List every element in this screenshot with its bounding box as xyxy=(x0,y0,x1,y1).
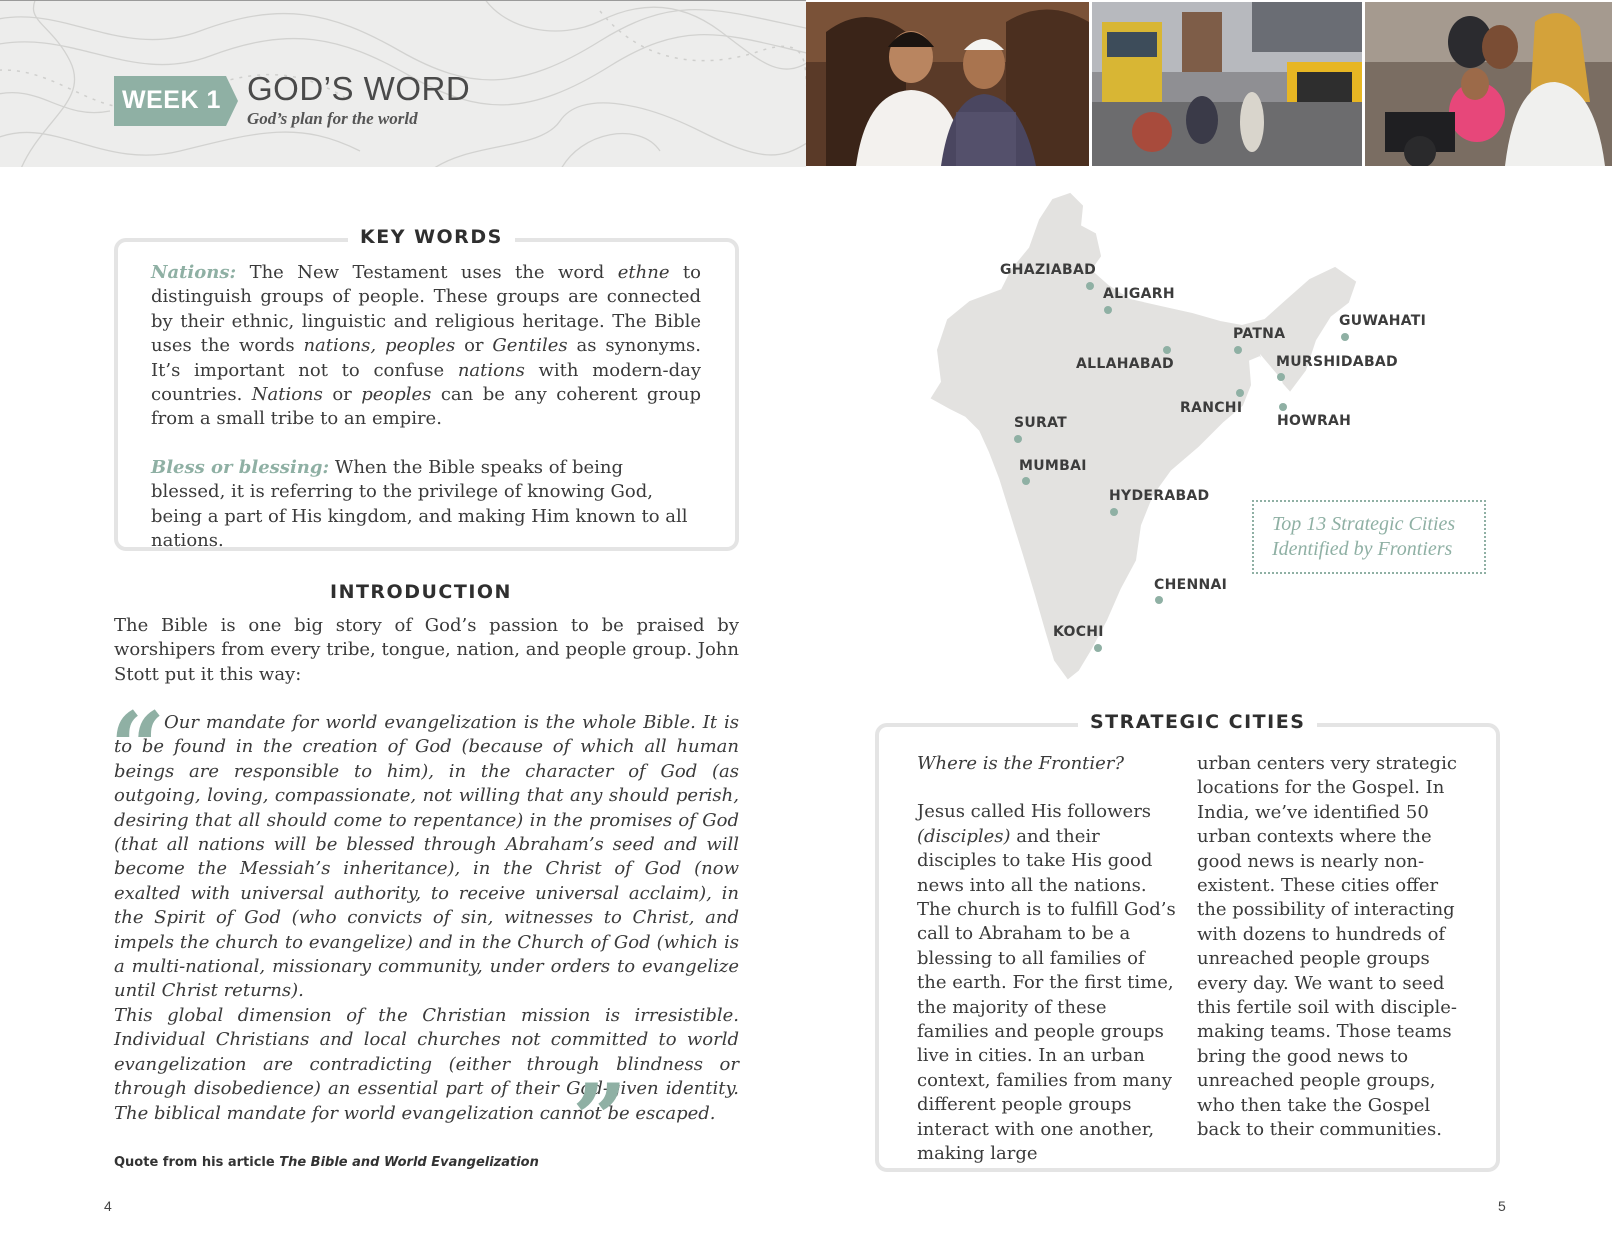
city-label-kochi: KOCHI xyxy=(1053,624,1104,640)
city-label-ghaziabad: GHAZIABAD xyxy=(1000,262,1097,278)
city-dot-howrah xyxy=(1279,403,1287,411)
term-blessing: Bless or blessing: xyxy=(151,457,330,478)
key-word-blessing: Bless or blessing: When the Bible speaks of being blessed, it is referring to the privilege of knowing God, being a part of His kingdom, and making Him known to all nations. xyxy=(151,457,688,552)
term-nations: Nations: xyxy=(151,262,237,283)
stott-quote-paragraph-2: This global dimension of the Christian mission is irresistible. Individual Christians and local churches not committed to world evangelization are contradicting (either through blindness or through disobedience) an essential part of their God-given identity. The biblical mandate for world evangelization cannot be escaped. xyxy=(114,1005,739,1124)
page-subtitle: God’s plan for the world xyxy=(247,109,418,128)
photo-family-motorbike xyxy=(1365,2,1612,166)
city-dot-kochi xyxy=(1094,644,1102,652)
city-label-allahabad: ALLAHABAD xyxy=(1076,356,1174,372)
city-dot-guwahati xyxy=(1341,333,1349,341)
quote-source: Quote from his article The Bible and World Evangelization xyxy=(114,1155,539,1170)
photo-busy-street xyxy=(1092,2,1362,166)
photo-two-young-men xyxy=(806,2,1089,166)
strategic-cities-heading: STRATEGIC CITIES xyxy=(1078,711,1317,733)
city-dot-aligarh xyxy=(1104,306,1112,314)
city-label-aligarh: ALIGARH xyxy=(1103,286,1175,302)
quote-source-title: The Bible and World Evangelization xyxy=(279,1155,539,1170)
city-label-guwahati: GUWAHATI xyxy=(1339,313,1427,329)
introduction-heading: INTRODUCTION xyxy=(330,581,512,603)
city-dot-ranchi xyxy=(1236,389,1244,397)
week-tag-arrow xyxy=(226,76,238,126)
city-dot-allahabad xyxy=(1163,346,1171,354)
city-dot-mumbai xyxy=(1022,477,1030,485)
city-label-surat: SURAT xyxy=(1014,415,1068,431)
city-dot-patna xyxy=(1234,346,1242,354)
strategic-cities-column-1: Where is the Frontier? Jesus called His followers (disciples) and their disciples to take His good news into all the nations. The church is to fulfill God’s call to Abraham to be a blessing to all families of the earth. For the first time, the majority of these families and people groups live in cities. In an urban context, families from many different people groups interact with one another, making large xyxy=(917,753,1176,1165)
india-landmass xyxy=(932,194,1355,678)
week-label: WEEK 1 xyxy=(122,86,221,114)
city-label-patna: PATNA xyxy=(1233,326,1286,342)
map-caption: Top 13 Strategic Cities Identified by Frontiers xyxy=(1252,500,1486,574)
page-title: GOD’S WORD xyxy=(247,70,471,107)
city-dot-hyderabad xyxy=(1110,508,1118,516)
stott-quote-paragraph-1: Our mandate for world evangelization is the whole Bible. It is to be found in the creation of God (because of which all human beings are responsible to him), in the character of God (as outgoing, loving, compassionate, not willing that any should perish, desiring that all should come to repentance) in the promises of God (that all nations will be blessed through Abraham’s seed and will become the Messiah’s inheritance), in the Christ of God (now exalted with universal authority, to receive universal acclaim), in the Spirit of God (who convicts of sin, witnesses to Christ, and impels the church to evangelize) and in the Church of God (which is a multi-national, missionary community, under orders to evangelize until Christ returns). xyxy=(114,712,739,1002)
city-label-howrah: HOWRAH xyxy=(1277,413,1352,429)
close-quote-mark: ” xyxy=(572,1063,628,1176)
city-label-mumbai: MUMBAI xyxy=(1019,458,1087,474)
city-label-hyderabad: HYDERABAD xyxy=(1109,488,1210,504)
city-label-chennai: CHENNAI xyxy=(1154,577,1228,593)
page-number-right: 5 xyxy=(1498,1198,1506,1214)
city-dot-chennai xyxy=(1155,596,1163,604)
city-label-ranchi: RANCHI xyxy=(1180,400,1243,416)
key-word-nations: Nations: The New Testament uses the word ethne to distinguish groups of people. These groups are connected by their ethnic, linguistic and religious heritage. The Bible uses the words nations, peoples or Gentiles as synonyms. It’s important not to confuse nations with modern-day countries. Nations or peoples can be any coherent group from a small tribe to an empire. xyxy=(151,262,702,430)
key-words-heading: KEY WORDS xyxy=(348,226,515,248)
city-dot-murshidabad xyxy=(1277,373,1285,381)
city-dot-ghaziabad xyxy=(1086,282,1094,290)
open-quote-mark: “ xyxy=(110,691,166,804)
frontier-question: Where is the Frontier? xyxy=(917,753,1125,774)
page-number-left: 4 xyxy=(104,1198,112,1214)
city-dot-surat xyxy=(1014,435,1022,443)
introduction-paragraph: The Bible is one big story of God’s passion to be praised by worshipers from every tribe, tongue, nation, and people group. John Stott put it this way: xyxy=(114,615,739,685)
city-label-murshidabad: MURSHIDABAD xyxy=(1276,354,1398,370)
strategic-cities-column-2: urban centers very strategic locations for the Gospel. In India, we’ve identified 50 urban contexts where the good news is nearly non-existent. These cities offer the possibility of interacting with dozens to hundreds of unreached people groups every day. We want to seed this fertile soil with disciple-making teams. Those teams bring the good news to unreached people groups, who then take the Gospel back to their communities. xyxy=(1197,753,1457,1141)
